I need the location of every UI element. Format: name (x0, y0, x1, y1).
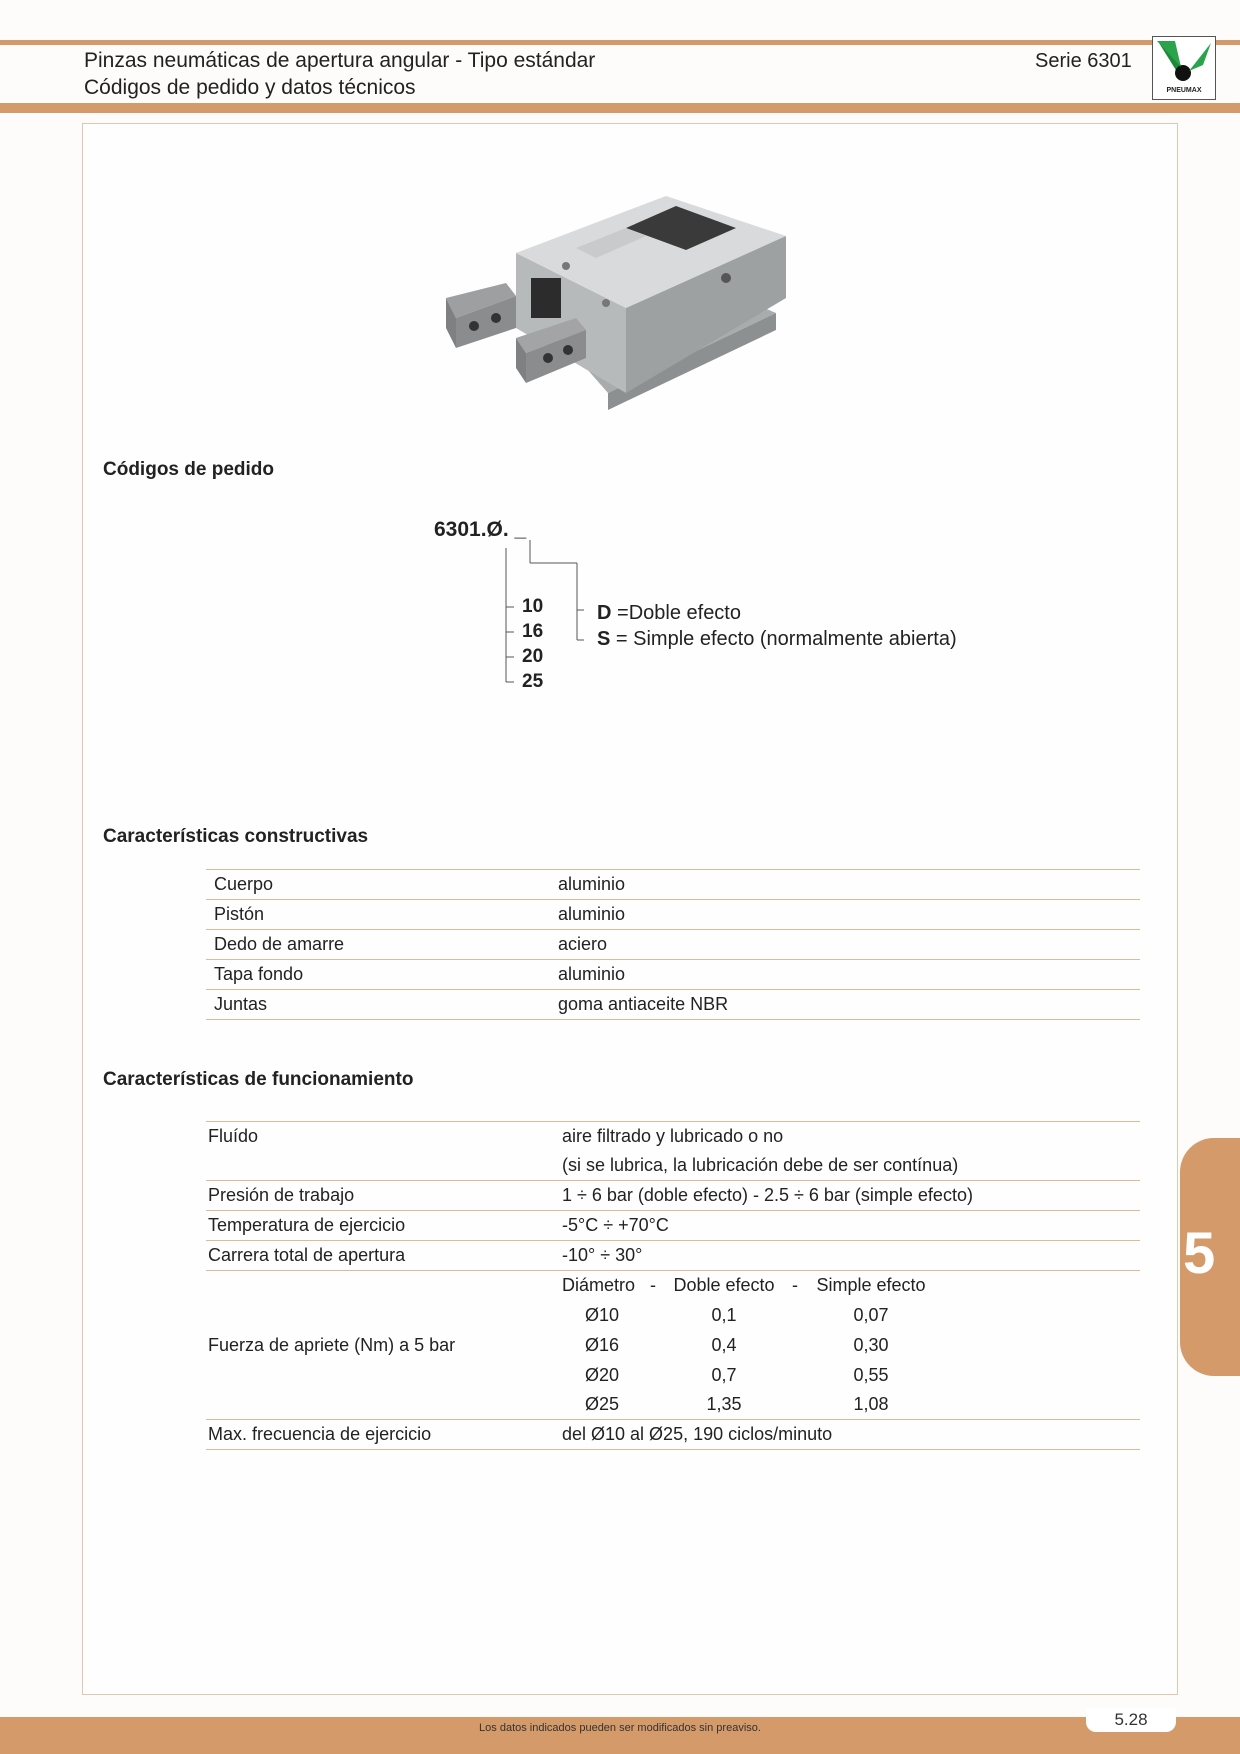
effect-letter: D (597, 602, 612, 624)
force-cell: 0,55 (853, 1364, 889, 1385)
force-header-cell: - (792, 1275, 798, 1295)
force-cell: 0,07 (853, 1304, 889, 1325)
row-label: Juntas (206, 990, 550, 1020)
diameter-option: 10 (522, 596, 544, 617)
force-row (562, 1330, 1140, 1360)
row-value: aluminio (550, 870, 1140, 900)
table-row (206, 1241, 1140, 1271)
logo-text: PNEUMAX (1166, 87, 1202, 94)
pneumax-logo (1152, 36, 1216, 100)
operation-heading: Características de funcionamiento (103, 1069, 414, 1090)
diameter-option: 20 (522, 646, 544, 667)
page-title: Pinzas neumáticas de apertura angular - Tipo estándar (84, 49, 596, 72)
table-row (206, 1420, 1140, 1450)
page-subtitle: Códigos de pedido y datos técnicos (84, 76, 416, 99)
order-code: 6301.Ø. _ (434, 518, 527, 541)
table-row (206, 870, 1140, 900)
table-row (206, 1151, 1140, 1181)
force-cell: Ø10 (584, 1304, 620, 1325)
row-value: -5°C ÷ +70°C (560, 1211, 1140, 1241)
row-value: aire filtrado y lubricado o no (560, 1122, 1140, 1152)
row-label: Fluído (206, 1122, 560, 1152)
table-row (206, 1271, 1140, 1420)
row-label: Pistón (206, 900, 550, 930)
row-label: Fuerza de apriete (Nm) a 5 bar (206, 1271, 560, 1420)
force-header-cell: - (650, 1275, 656, 1295)
force-cell: Ø20 (584, 1364, 620, 1385)
table-row (206, 1181, 1140, 1211)
row-value: (si se lubrica, la lubricación debe de ser contínua) (560, 1151, 1140, 1181)
force-header-cell: Doble efecto (673, 1275, 775, 1295)
chapter-number: 5 (1183, 1221, 1216, 1286)
effect-letter: S (597, 628, 611, 650)
force-header-cell: Diámetro (562, 1275, 636, 1295)
row-label: Presión de trabajo (206, 1181, 560, 1211)
effect-text: = Simple efecto (normalmente abierta) (615, 628, 957, 650)
table-row (206, 900, 1140, 930)
row-value: aluminio (550, 900, 1140, 930)
table-row (206, 930, 1140, 960)
product-photo (436, 178, 800, 448)
construction-table (206, 869, 1140, 1020)
header-bottom-rule (0, 103, 1240, 113)
force-subtable (560, 1271, 1140, 1420)
force-cell: 1,08 (853, 1394, 889, 1414)
effect-text: =Doble efecto (617, 602, 741, 624)
force-cell: 0,4 (711, 1334, 737, 1355)
code-connector-lines (500, 538, 590, 688)
construction-heading: Características constructivas (103, 826, 369, 847)
table-row (206, 960, 1140, 990)
force-cell: Ø16 (584, 1334, 620, 1355)
row-value: aluminio (550, 960, 1140, 990)
force-cell: 0,1 (711, 1304, 737, 1325)
row-label: Carrera total de apertura (206, 1241, 560, 1271)
force-row (562, 1390, 1140, 1419)
force-cell: Ø25 (584, 1394, 620, 1414)
row-value: goma antiaceite NBR (550, 990, 1140, 1020)
operation-table (206, 1121, 1140, 1450)
footer-notice: Los datos indicados pueden ser modificados sin preaviso. (479, 1722, 761, 1734)
row-label: Cuerpo (206, 870, 550, 900)
force-row (562, 1360, 1140, 1390)
header-top-rule (0, 40, 1240, 45)
order-codes-heading: Códigos de pedido (103, 459, 274, 480)
page-number: 5.28 (1086, 1708, 1176, 1732)
row-value: -10° ÷ 30° (560, 1241, 1140, 1271)
diameter-option: 25 (522, 671, 544, 692)
force-row (562, 1300, 1140, 1330)
row-label: Tapa fondo (206, 960, 550, 990)
force-header-cell: Simple efecto (816, 1275, 926, 1295)
row-value: aciero (550, 930, 1140, 960)
row-value: 1 ÷ 6 bar (doble efecto) - 2.5 ÷ 6 bar (simple efecto) (560, 1181, 1140, 1211)
table-row (206, 990, 1140, 1020)
row-label: Max. frecuencia de ejercicio (206, 1420, 560, 1450)
diameter-option: 16 (522, 621, 544, 642)
effect-option (597, 602, 741, 625)
row-label: Temperatura de ejercicio (206, 1211, 560, 1241)
table-row (206, 1211, 1140, 1241)
table-row (206, 1122, 1140, 1152)
effect-option (597, 628, 957, 651)
series-label: Serie 6301 (1035, 50, 1132, 72)
row-label: Dedo de amarre (206, 930, 550, 960)
row-value: del Ø10 al Ø25, 190 ciclos/minuto (560, 1420, 1140, 1450)
force-cell: 0,30 (853, 1334, 889, 1355)
force-cell: 1,35 (706, 1394, 742, 1414)
force-header (562, 1271, 1140, 1300)
force-cell: 0,7 (711, 1364, 737, 1385)
